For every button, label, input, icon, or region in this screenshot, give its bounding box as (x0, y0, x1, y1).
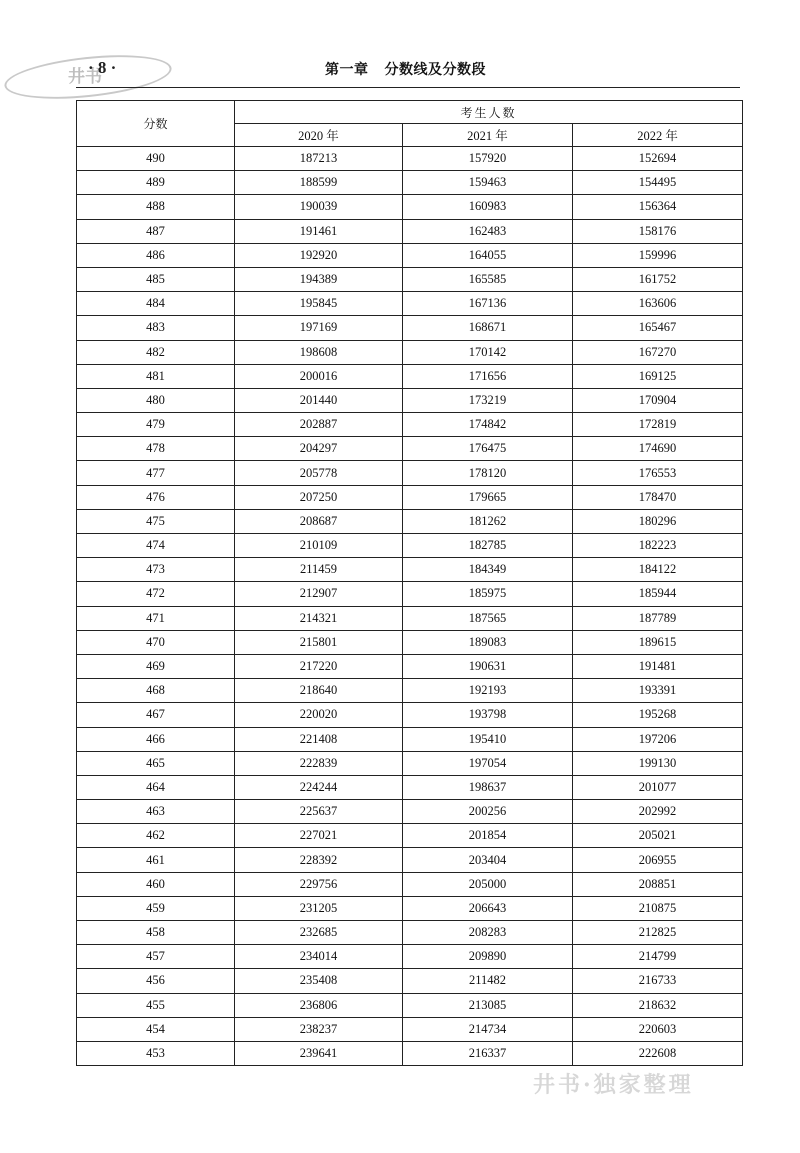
table-row (77, 388, 743, 412)
score-cell: 489 (77, 171, 235, 195)
publisher-logo-text: 井书 (68, 67, 102, 87)
score-distribution-table (76, 100, 743, 1066)
score-cell: 475 (77, 509, 235, 533)
score-cell: 463 (77, 800, 235, 824)
table-row (77, 945, 743, 969)
count-2020-cell: 222839 (235, 751, 403, 775)
score-cell: 460 (77, 872, 235, 896)
count-2022-cell: 158176 (573, 219, 743, 243)
count-2021-cell: 171656 (403, 364, 573, 388)
count-2021-cell: 209890 (403, 945, 573, 969)
table-row (77, 969, 743, 993)
page-header (0, 0, 800, 100)
score-cell: 473 (77, 558, 235, 582)
table-row (77, 243, 743, 267)
count-2022-cell: 167270 (573, 340, 743, 364)
table-row (77, 848, 743, 872)
count-2022-cell: 205021 (573, 824, 743, 848)
count-2021-cell: 185975 (403, 582, 573, 606)
count-2022-cell: 185944 (573, 582, 743, 606)
count-2021-cell: 195410 (403, 727, 573, 751)
count-2022-cell: 182223 (573, 534, 743, 558)
count-2021-cell: 167136 (403, 292, 573, 316)
count-2020-cell: 228392 (235, 848, 403, 872)
score-cell: 469 (77, 654, 235, 678)
table-row (77, 727, 743, 751)
count-2022-cell: 159996 (573, 243, 743, 267)
table-row (77, 824, 743, 848)
count-2020-cell: 192920 (235, 243, 403, 267)
count-2020-cell: 190039 (235, 195, 403, 219)
count-2022-cell: 154495 (573, 171, 743, 195)
table-row (77, 195, 743, 219)
table-row (77, 171, 743, 195)
count-2022-cell: 178470 (573, 485, 743, 509)
count-2020-cell: 239641 (235, 1041, 403, 1065)
count-2020-cell: 214321 (235, 606, 403, 630)
count-2020-cell: 204297 (235, 437, 403, 461)
count-2021-cell: 170142 (403, 340, 573, 364)
count-2022-cell: 184122 (573, 558, 743, 582)
count-2022-cell: 152694 (573, 147, 743, 171)
count-2021-cell: 197054 (403, 751, 573, 775)
table-row (77, 630, 743, 654)
count-2020-cell: 211459 (235, 558, 403, 582)
score-cell: 481 (77, 364, 235, 388)
page-number: · 8 · (88, 58, 117, 77)
score-cell: 474 (77, 534, 235, 558)
table-row (77, 558, 743, 582)
table-row (77, 267, 743, 291)
count-2021-cell: 213085 (403, 993, 573, 1017)
table-row (77, 1017, 743, 1041)
header-divider (76, 87, 740, 88)
score-cell: 479 (77, 413, 235, 437)
score-cell: 487 (77, 219, 235, 243)
count-2022-cell: 199130 (573, 751, 743, 775)
count-2022-cell: 195268 (573, 703, 743, 727)
count-2022-cell: 201077 (573, 775, 743, 799)
score-cell: 472 (77, 582, 235, 606)
count-2020-cell: 227021 (235, 824, 403, 848)
chapter-label: 第一章 (325, 62, 369, 78)
count-2020-cell: 201440 (235, 388, 403, 412)
score-cell: 490 (77, 147, 235, 171)
count-2021-cell: 164055 (403, 243, 573, 267)
score-column-header: 分数 (77, 101, 235, 147)
count-2020-cell: 225637 (235, 800, 403, 824)
count-2021-cell: 201854 (403, 824, 573, 848)
score-cell: 484 (77, 292, 235, 316)
table-row (77, 364, 743, 388)
count-2022-cell: 212825 (573, 921, 743, 945)
table-row (77, 872, 743, 896)
count-2022-cell: 156364 (573, 195, 743, 219)
count-2020-cell: 231205 (235, 896, 403, 920)
count-2022-cell: 214799 (573, 945, 743, 969)
table-row (77, 461, 743, 485)
count-2022-cell: 180296 (573, 509, 743, 533)
count-2021-cell: 174842 (403, 413, 573, 437)
count-2021-cell: 187565 (403, 606, 573, 630)
table-row (77, 654, 743, 678)
count-2021-cell: 208283 (403, 921, 573, 945)
score-cell: 457 (77, 945, 235, 969)
year-header-2021: 2021 年 (403, 124, 573, 147)
count-2022-cell: 174690 (573, 437, 743, 461)
count-2020-cell: 202887 (235, 413, 403, 437)
count-2020-cell: 187213 (235, 147, 403, 171)
count-2020-cell: 238237 (235, 1017, 403, 1041)
score-cell: 465 (77, 751, 235, 775)
count-2020-cell: 200016 (235, 364, 403, 388)
count-2021-cell: 176475 (403, 437, 573, 461)
table-header (77, 101, 743, 147)
table-row (77, 1041, 743, 1065)
score-cell: 476 (77, 485, 235, 509)
score-cell: 482 (77, 340, 235, 364)
candidate-count-header: 考生人数 (235, 101, 743, 124)
count-2021-cell: 173219 (403, 388, 573, 412)
chapter-name: 分数线及分数段 (384, 62, 486, 78)
count-2020-cell: 224244 (235, 775, 403, 799)
count-2022-cell: 206955 (573, 848, 743, 872)
count-2021-cell: 181262 (403, 509, 573, 533)
count-2022-cell: 161752 (573, 267, 743, 291)
table-body (77, 147, 743, 1066)
footer-watermark: 井书·独家整理 (533, 1072, 694, 1098)
count-2021-cell: 184349 (403, 558, 573, 582)
score-cell: 485 (77, 267, 235, 291)
count-2020-cell: 194389 (235, 267, 403, 291)
count-2020-cell: 220020 (235, 703, 403, 727)
count-2020-cell: 234014 (235, 945, 403, 969)
count-2021-cell: 165585 (403, 267, 573, 291)
count-2021-cell: 179665 (403, 485, 573, 509)
table-row (77, 921, 743, 945)
count-2020-cell: 208687 (235, 509, 403, 533)
table-row (77, 509, 743, 533)
count-2021-cell: 182785 (403, 534, 573, 558)
table-row (77, 413, 743, 437)
count-2020-cell: 205778 (235, 461, 403, 485)
count-2022-cell: 165467 (573, 316, 743, 340)
count-2022-cell: 189615 (573, 630, 743, 654)
count-2020-cell: 235408 (235, 969, 403, 993)
count-2022-cell: 193391 (573, 679, 743, 703)
table-row (77, 147, 743, 171)
count-2020-cell: 188599 (235, 171, 403, 195)
count-2020-cell: 221408 (235, 727, 403, 751)
count-2021-cell: 214734 (403, 1017, 573, 1041)
chapter-title (325, 59, 486, 79)
table-row (77, 219, 743, 243)
count-2021-cell: 203404 (403, 848, 573, 872)
count-2022-cell: 202992 (573, 800, 743, 824)
count-2020-cell: 217220 (235, 654, 403, 678)
count-2021-cell: 192193 (403, 679, 573, 703)
score-cell: 488 (77, 195, 235, 219)
count-2021-cell: 157920 (403, 147, 573, 171)
count-2022-cell: 208851 (573, 872, 743, 896)
score-cell: 453 (77, 1041, 235, 1065)
score-cell: 466 (77, 727, 235, 751)
count-2021-cell: 216337 (403, 1041, 573, 1065)
score-cell: 464 (77, 775, 235, 799)
count-2022-cell: 220603 (573, 1017, 743, 1041)
count-2021-cell: 193798 (403, 703, 573, 727)
count-2022-cell: 210875 (573, 896, 743, 920)
count-2020-cell: 198608 (235, 340, 403, 364)
table-row (77, 993, 743, 1017)
table-row (77, 800, 743, 824)
score-cell: 462 (77, 824, 235, 848)
table-row (77, 534, 743, 558)
table-row (77, 340, 743, 364)
count-2022-cell: 169125 (573, 364, 743, 388)
score-cell: 480 (77, 388, 235, 412)
count-2020-cell: 195845 (235, 292, 403, 316)
table-row (77, 751, 743, 775)
count-2021-cell: 160983 (403, 195, 573, 219)
count-2022-cell: 172819 (573, 413, 743, 437)
table-row (77, 679, 743, 703)
table-row (77, 292, 743, 316)
count-2021-cell: 178120 (403, 461, 573, 485)
table-row (77, 485, 743, 509)
count-2020-cell: 191461 (235, 219, 403, 243)
count-2022-cell: 187789 (573, 606, 743, 630)
table-row (77, 703, 743, 727)
count-2021-cell: 205000 (403, 872, 573, 896)
count-2022-cell: 218632 (573, 993, 743, 1017)
count-2020-cell: 197169 (235, 316, 403, 340)
count-2020-cell: 218640 (235, 679, 403, 703)
count-2022-cell: 170904 (573, 388, 743, 412)
score-cell: 483 (77, 316, 235, 340)
score-cell: 468 (77, 679, 235, 703)
count-2021-cell: 190631 (403, 654, 573, 678)
count-2021-cell: 211482 (403, 969, 573, 993)
table-row (77, 316, 743, 340)
score-cell: 456 (77, 969, 235, 993)
year-header-2022: 2022 年 (573, 124, 743, 147)
table-row (77, 896, 743, 920)
score-cell: 458 (77, 921, 235, 945)
table-row (77, 437, 743, 461)
table-row (77, 606, 743, 630)
score-cell: 477 (77, 461, 235, 485)
count-2021-cell: 189083 (403, 630, 573, 654)
count-2020-cell: 229756 (235, 872, 403, 896)
count-2020-cell: 236806 (235, 993, 403, 1017)
count-2021-cell: 162483 (403, 219, 573, 243)
table-row (77, 582, 743, 606)
score-cell: 467 (77, 703, 235, 727)
score-cell: 470 (77, 630, 235, 654)
count-2020-cell: 232685 (235, 921, 403, 945)
count-2022-cell: 176553 (573, 461, 743, 485)
score-cell: 454 (77, 1017, 235, 1041)
score-cell: 455 (77, 993, 235, 1017)
count-2022-cell: 191481 (573, 654, 743, 678)
count-2020-cell: 210109 (235, 534, 403, 558)
year-header-2020: 2020 年 (235, 124, 403, 147)
count-2022-cell: 216733 (573, 969, 743, 993)
count-2021-cell: 168671 (403, 316, 573, 340)
count-2022-cell: 222608 (573, 1041, 743, 1065)
count-2020-cell: 212907 (235, 582, 403, 606)
count-2021-cell: 159463 (403, 171, 573, 195)
score-cell: 459 (77, 896, 235, 920)
score-cell: 471 (77, 606, 235, 630)
score-cell: 486 (77, 243, 235, 267)
count-2022-cell: 163606 (573, 292, 743, 316)
count-2022-cell: 197206 (573, 727, 743, 751)
count-2020-cell: 215801 (235, 630, 403, 654)
count-2021-cell: 206643 (403, 896, 573, 920)
score-cell: 461 (77, 848, 235, 872)
count-2020-cell: 207250 (235, 485, 403, 509)
table-row (77, 775, 743, 799)
count-2021-cell: 200256 (403, 800, 573, 824)
score-cell: 478 (77, 437, 235, 461)
count-2021-cell: 198637 (403, 775, 573, 799)
